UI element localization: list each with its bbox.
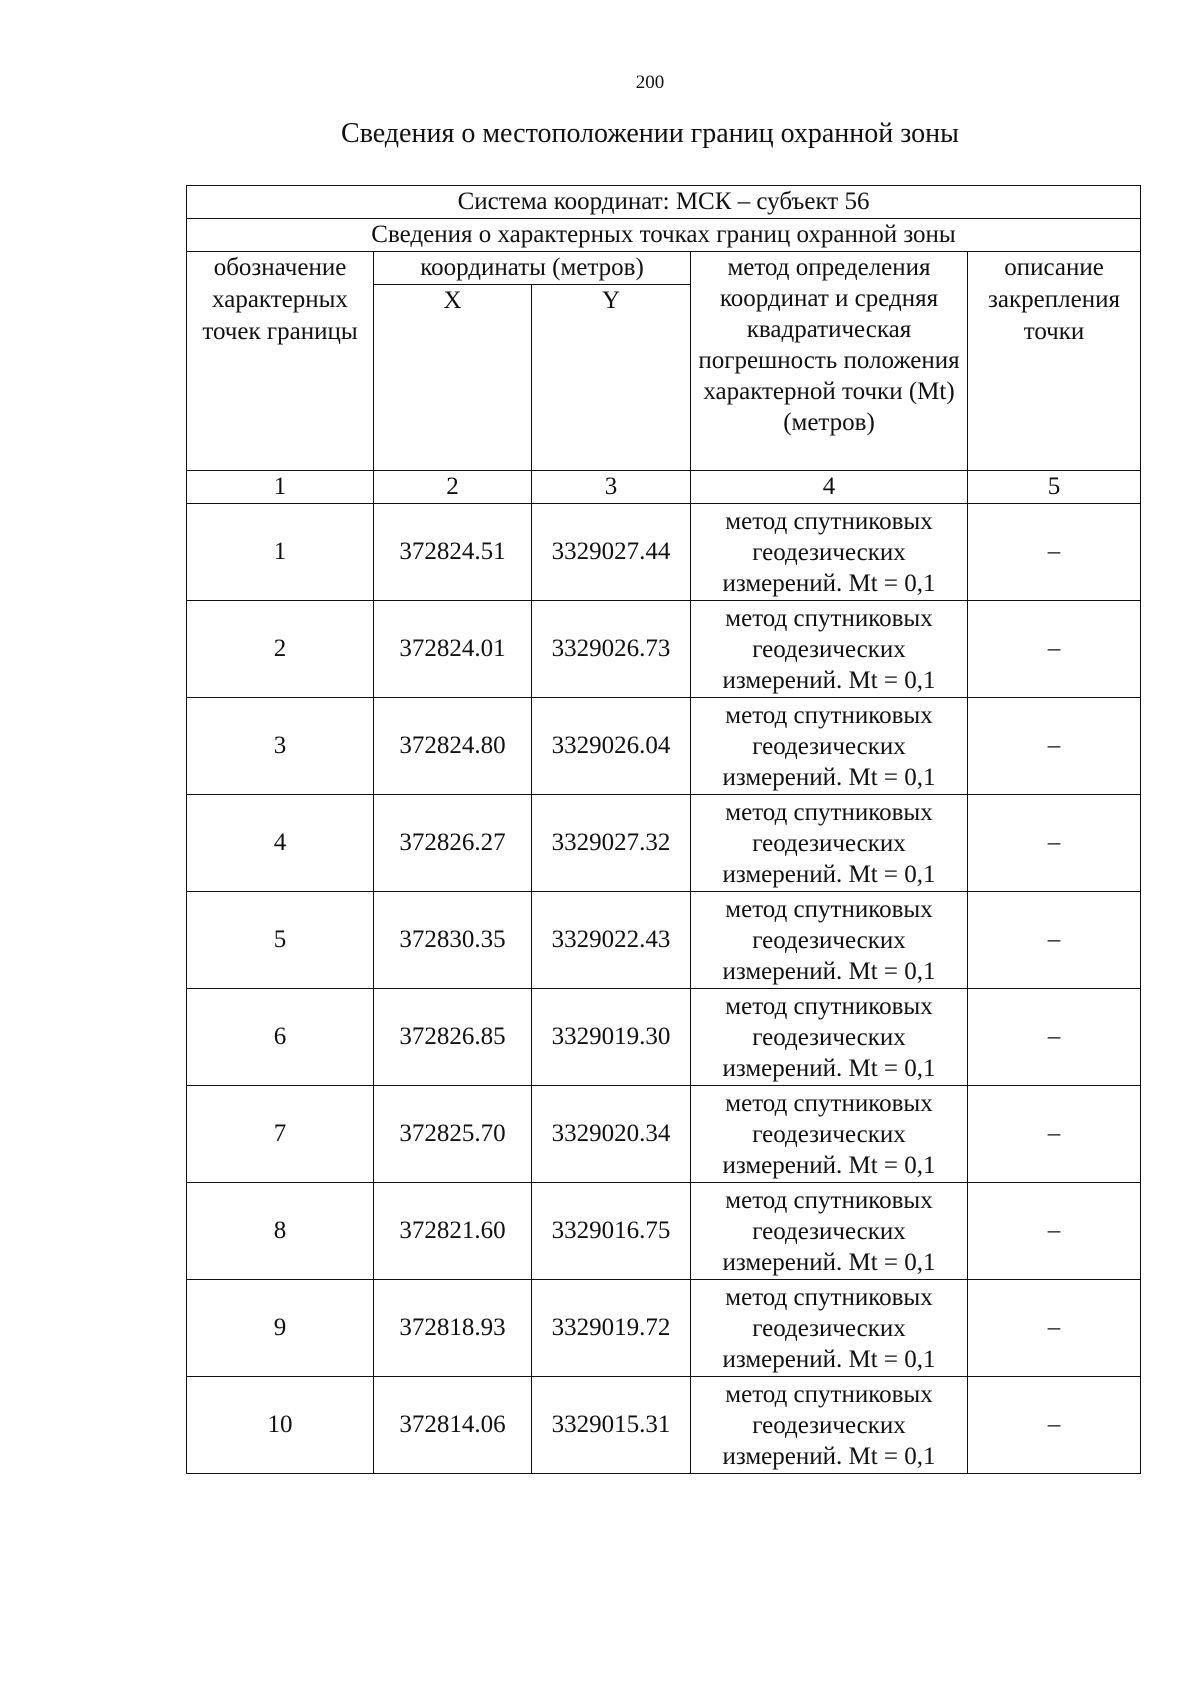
table-row bbox=[187, 601, 1141, 698]
boundary-points-table bbox=[186, 185, 1141, 1474]
header-coordinates: координаты (метров) bbox=[374, 252, 691, 285]
description-cell: – bbox=[968, 504, 1141, 601]
point-cell: 4 bbox=[187, 795, 374, 892]
header-x: X bbox=[374, 285, 532, 471]
header-y: Y bbox=[532, 285, 691, 471]
header-description: описание закрепления точки bbox=[968, 252, 1141, 471]
x-coordinate-cell: 372814.06 bbox=[374, 1377, 532, 1474]
x-coordinate-cell: 372830.35 bbox=[374, 892, 532, 989]
y-coordinate-cell: 3329027.32 bbox=[532, 795, 691, 892]
table-row bbox=[187, 989, 1141, 1086]
x-coordinate-cell: 372824.80 bbox=[374, 698, 532, 795]
method-cell: метод спутниковых геодезических измерений. Mt = 0,1 bbox=[691, 504, 968, 601]
column-number: 3 bbox=[532, 471, 691, 504]
description-cell: – bbox=[968, 795, 1141, 892]
description-cell: – bbox=[968, 1086, 1141, 1183]
page-number: 200 bbox=[635, 72, 665, 93]
table-row bbox=[187, 1086, 1141, 1183]
description-cell: – bbox=[968, 989, 1141, 1086]
method-cell: метод спутниковых геодезических измерений. Mt = 0,1 bbox=[691, 1280, 968, 1377]
method-cell: метод спутниковых геодезических измерений. Mt = 0,1 bbox=[691, 1086, 968, 1183]
y-coordinate-cell: 3329016.75 bbox=[532, 1183, 691, 1280]
column-number: 2 bbox=[374, 471, 532, 504]
y-coordinate-cell: 3329019.72 bbox=[532, 1280, 691, 1377]
table-row bbox=[187, 892, 1141, 989]
method-cell: метод спутниковых геодезических измерений. Mt = 0,1 bbox=[691, 1377, 968, 1474]
x-coordinate-cell: 372826.85 bbox=[374, 989, 532, 1086]
x-coordinate-cell: 372824.51 bbox=[374, 504, 532, 601]
table-row bbox=[187, 795, 1141, 892]
description-cell: – bbox=[968, 1183, 1141, 1280]
method-cell: метод спутниковых геодезических измерений. Mt = 0,1 bbox=[691, 795, 968, 892]
y-coordinate-cell: 3329015.31 bbox=[532, 1377, 691, 1474]
description-cell: – bbox=[968, 698, 1141, 795]
header-designation: обозначение характерных точек границы bbox=[187, 252, 374, 471]
method-cell: метод спутниковых геодезических измерений. Mt = 0,1 bbox=[691, 601, 968, 698]
description-cell: – bbox=[968, 892, 1141, 989]
method-cell: метод спутниковых геодезических измерений. Mt = 0,1 bbox=[691, 1183, 968, 1280]
x-coordinate-cell: 372821.60 bbox=[374, 1183, 532, 1280]
column-number: 4 bbox=[691, 471, 968, 504]
description-cell: – bbox=[968, 1280, 1141, 1377]
section-header: Сведения о характерных точках границ охранной зоны bbox=[187, 219, 1141, 252]
column-number: 1 bbox=[187, 471, 374, 504]
y-coordinate-cell: 3329020.34 bbox=[532, 1086, 691, 1183]
method-cell: метод спутниковых геодезических измерений. Mt = 0,1 bbox=[691, 698, 968, 795]
y-coordinate-cell: 3329019.30 bbox=[532, 989, 691, 1086]
x-coordinate-cell: 372824.01 bbox=[374, 601, 532, 698]
column-number: 5 bbox=[968, 471, 1141, 504]
coord-system-header: Система координат: МСК – субъект 56 bbox=[187, 186, 1141, 219]
table-row bbox=[187, 1183, 1141, 1280]
header-method: метод определения координат и средняя квадратическая погрешность положения характерной точки (Mt) (метров) bbox=[691, 252, 968, 471]
point-cell: 9 bbox=[187, 1280, 374, 1377]
y-coordinate-cell: 3329026.73 bbox=[532, 601, 691, 698]
method-cell: метод спутниковых геодезических измерений. Mt = 0,1 bbox=[691, 892, 968, 989]
page-title: Сведения о местоположении границ охранной зоны bbox=[341, 118, 959, 149]
table-row bbox=[187, 1377, 1141, 1474]
point-cell: 3 bbox=[187, 698, 374, 795]
table-row bbox=[187, 504, 1141, 601]
point-cell: 5 bbox=[187, 892, 374, 989]
point-cell: 7 bbox=[187, 1086, 374, 1183]
y-coordinate-cell: 3329026.04 bbox=[532, 698, 691, 795]
table-body bbox=[187, 504, 1141, 1474]
x-coordinate-cell: 372825.70 bbox=[374, 1086, 532, 1183]
point-cell: 6 bbox=[187, 989, 374, 1086]
point-cell: 8 bbox=[187, 1183, 374, 1280]
x-coordinate-cell: 372826.27 bbox=[374, 795, 532, 892]
y-coordinate-cell: 3329027.44 bbox=[532, 504, 691, 601]
x-coordinate-cell: 372818.93 bbox=[374, 1280, 532, 1377]
point-cell: 10 bbox=[187, 1377, 374, 1474]
table-row bbox=[187, 698, 1141, 795]
method-cell: метод спутниковых геодезических измерений. Mt = 0,1 bbox=[691, 989, 968, 1086]
description-cell: – bbox=[968, 601, 1141, 698]
point-cell: 1 bbox=[187, 504, 374, 601]
point-cell: 2 bbox=[187, 601, 374, 698]
table-row bbox=[187, 1280, 1141, 1377]
description-cell: – bbox=[968, 1377, 1141, 1474]
y-coordinate-cell: 3329022.43 bbox=[532, 892, 691, 989]
